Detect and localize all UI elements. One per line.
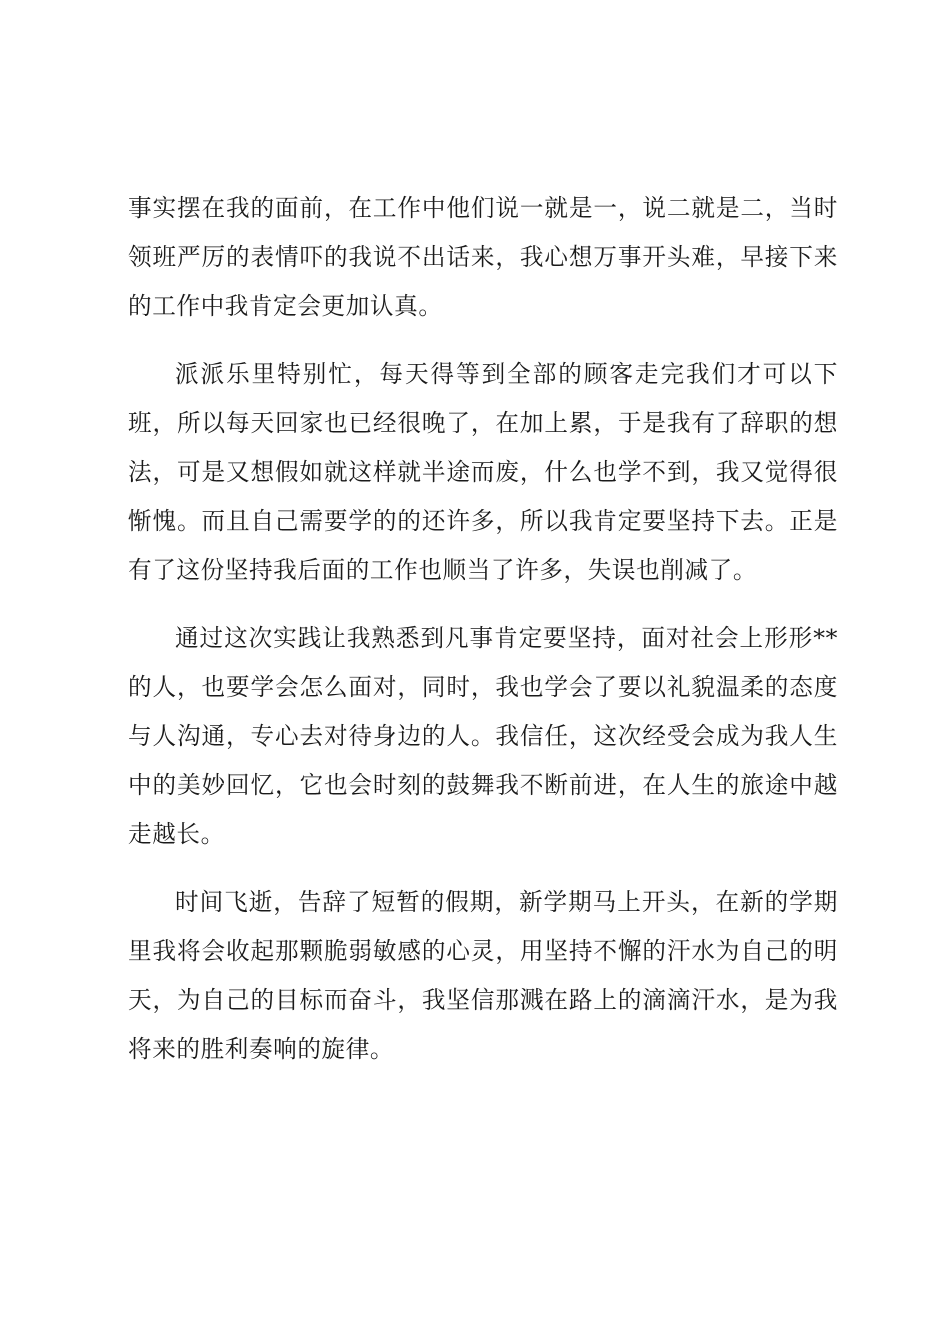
paragraph-work-busy: 派派乐里特别忙，每天得等到全部的顾客走完我们才可以下班，所以每天回家也已经很晚了，在加上累，于是我有了辞职的想法，可是又想假如就这样就半途而废，什么也学不到，我又觉得很惭愧。而且自己需要学的的还许多，所以我肯定要坚持下去。正是有了这份坚持我后面的工作也顺当了许多，失误也削减了。	[128, 360, 838, 584]
paragraph-practice-lesson: 通过这次实践让我熟悉到凡事肯定要坚持，面对社会上形形**的人，也要学会怎么面对，同时，我也学会了要以礼貌温柔的态度与人沟通，专心去对待身边的人。我信任，这次经受会成为我人生中的美妙回忆，它也会时刻的鼓舞我不断前进，在人生的旅途中越走越长。	[128, 624, 838, 848]
paragraph-continuation: 事实摆在我的面前，在工作中他们说一就是一，说二就是二，当时领班严厉的表情吓的我说不出话来，我心想万事开头难，早接下来的工作中我肯定会更加认真。	[128, 194, 838, 320]
paragraph-new-semester: 时间飞逝，告辞了短暂的假期，新学期马上开头，在新的学期里我将会收起那颗脆弱敏感的心灵，用坚持不懈的汗水为自己的明天，为自己的目标而奋斗，我坚信那溅在路上的滴滴汗水，是为我将来的胜利奏响的旋律。	[128, 888, 838, 1063]
document-body	[128, 184, 838, 1093]
